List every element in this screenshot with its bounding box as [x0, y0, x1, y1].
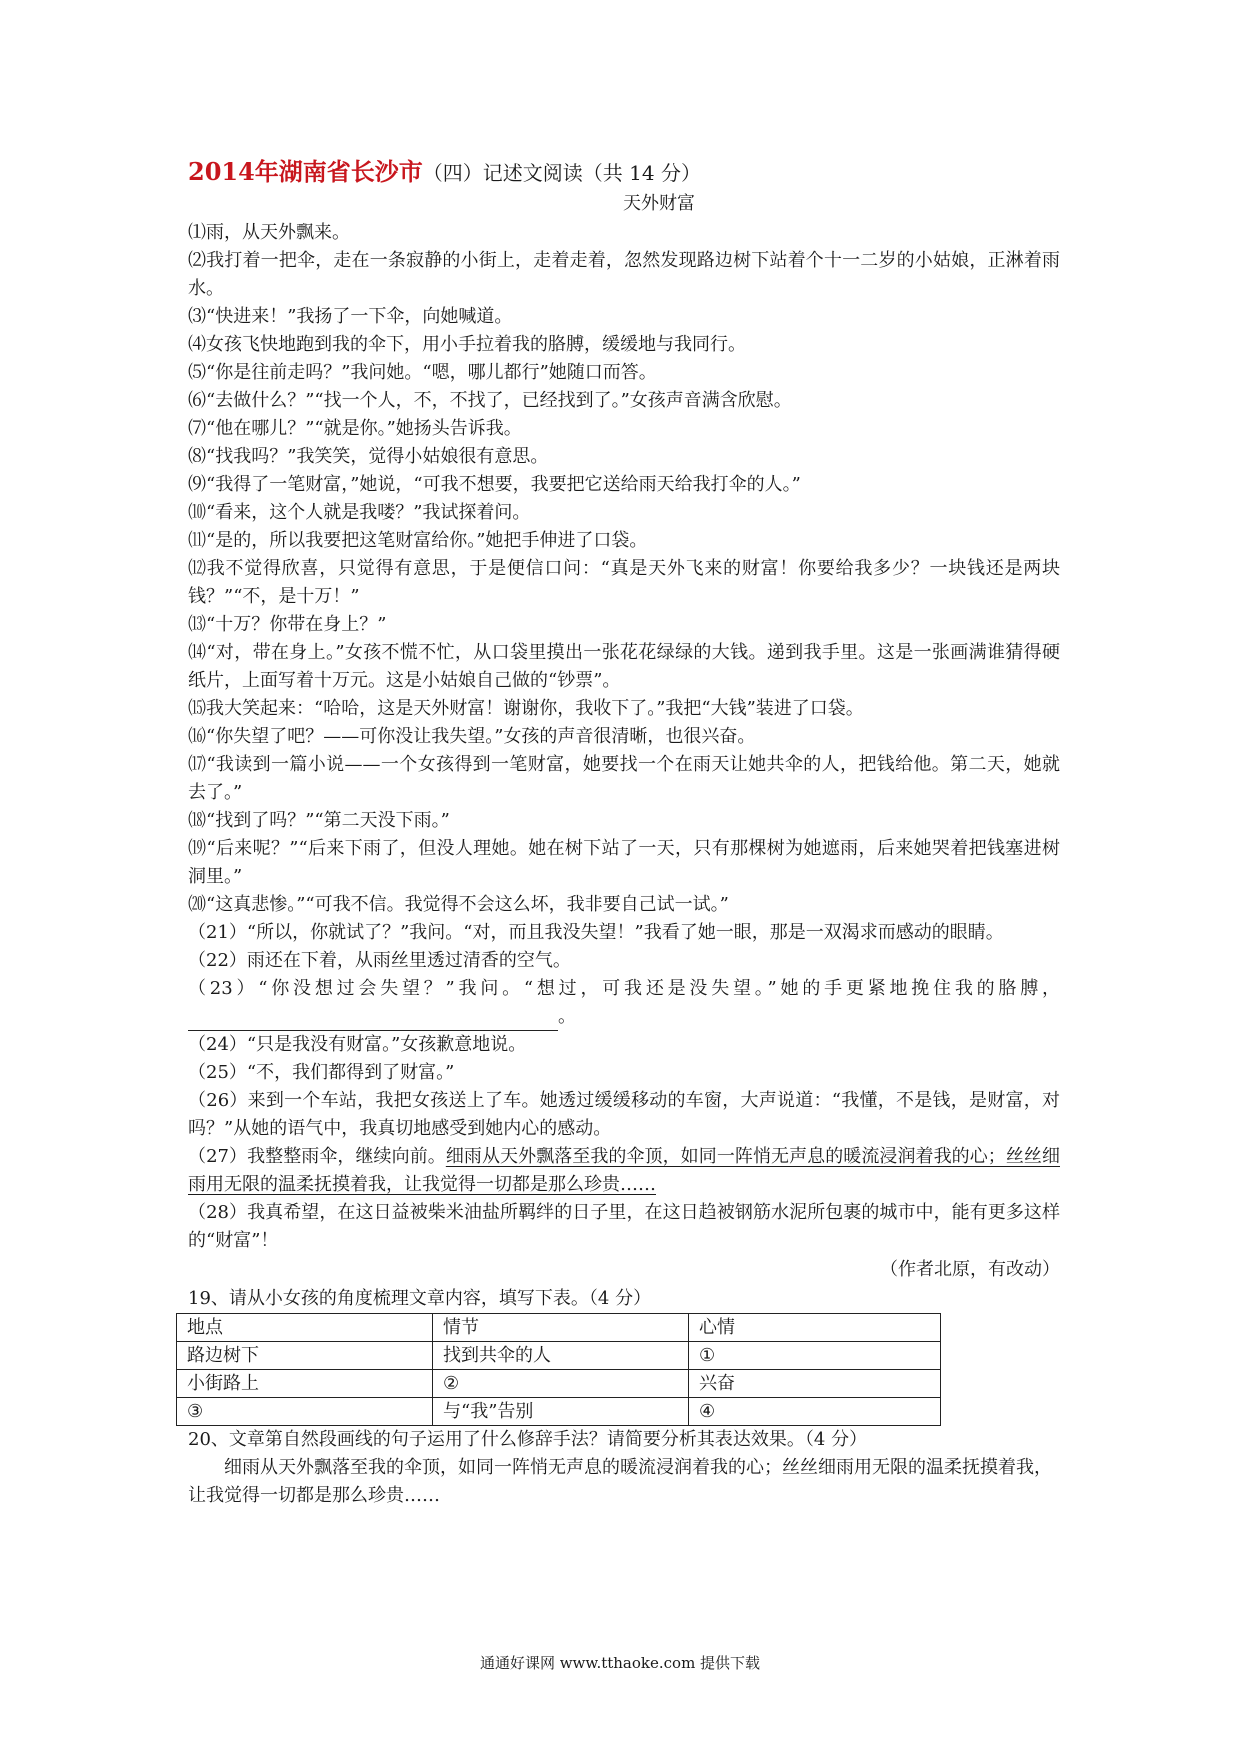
table-row — [177, 1398, 941, 1426]
paragraph-25: （25）“不，我们都得到了财富。” — [188, 1062, 455, 1083]
table-cell: 找到共伞的人 — [433, 1342, 689, 1370]
paragraph-22: （22）雨还在下着，从雨丝里透过清香的空气。 — [188, 950, 571, 971]
author-note: （作者北原，有改动） — [880, 1259, 1060, 1280]
paragraph-27 — [188, 1143, 1060, 1199]
table-header-cell: 地点 — [177, 1314, 433, 1342]
paragraph-14: ⒁“对，带在身上。”女孩不慌不忙，从口袋里摸出一张花花绿绿的大钱。递到我手里。这是一张画满谁猜得硬纸片，上面写着十万元。这是小姑娘自己做的“钞票”。 — [188, 642, 1060, 691]
paragraph-24: （24）“只是我没有财富。”女孩歉意地说。 — [188, 1034, 527, 1055]
paragraph-3: ⑶“快进来！”我扬了一下伞，向她喊道。 — [188, 306, 513, 327]
heading-section: （四）记述文阅读（共 14 分） — [422, 161, 701, 185]
document-heading — [188, 155, 1060, 189]
paragraph-20: ⒇“这真悲惨。”“可我不信。我觉得不会这么坏，我非要自己试一试。” — [188, 894, 729, 915]
table-cell: 与“我”告别 — [433, 1398, 689, 1426]
paragraph-28: （28）我真希望，在这日益被柴米油盐所羁绊的日子里，在这日趋被钢筋水泥所包裹的城市中，能有更多这样的“财富”！ — [188, 1202, 1060, 1251]
paragraph-13: ⒀“十万？你带在身上？” — [188, 614, 387, 635]
paragraph-8: ⑻“找我吗？”我笑笑，觉得小姑娘很有意思。 — [188, 446, 549, 467]
table-cell-blank[interactable]: ① — [689, 1342, 941, 1370]
table-cell: 兴奋 — [689, 1370, 941, 1398]
page-footer: 通通好课网 www.tthaoke.com 提供下载 — [479, 1654, 761, 1672]
table-row — [177, 1370, 941, 1398]
paragraph-18: ⒅“找到了吗？”“第二天没下雨。” — [188, 810, 450, 831]
question-19: 19、请从小女孩的角度梳理文章内容，填写下表。（4 分） — [188, 1288, 652, 1309]
paragraph-26: （26）来到一个车站，我把女孩送上了车。她透过缓缓移动的车窗，大声说道：“我懂，不是钱，是财富，对吗？”从她的语气中，我真切地感受到她内心的感动。 — [188, 1090, 1060, 1139]
question-20: 20、文章第自然段画线的句子运用了什么修辞手法？请简要分析其表达效果。（4 分） — [188, 1429, 868, 1450]
paragraph-5: ⑸“你是往前走吗？”我问她。“嗯，哪儿都行”她随口而答。 — [188, 362, 657, 383]
underlined-sentence: 细雨从天外飘落至我的伞顶，如同一阵悄无声息的暖流浸润着我的心；丝丝细雨用无限的温柔抚摸着我，让我觉得一切都是那么珍贵…… — [188, 1146, 1060, 1195]
table-row — [177, 1342, 941, 1370]
paragraph-7: ⑺“他在哪儿？”“就是你。”她扬头告诉我。 — [188, 418, 522, 439]
table-header-cell: 情节 — [433, 1314, 689, 1342]
paragraph-27-text: （27）我整整雨伞，继续向前。 — [188, 1146, 446, 1167]
document-page — [188, 155, 1060, 1510]
paragraph-10: ⑽“看来，这个人就是我喽？”我试探着问。 — [188, 502, 531, 523]
heading-source: 2014年湖南省长沙市 — [188, 157, 423, 186]
table-cell-blank[interactable]: ② — [433, 1370, 689, 1398]
answer-table — [176, 1313, 941, 1426]
table-header-cell: 心情 — [689, 1314, 941, 1342]
table-cell: 小街路上 — [177, 1370, 433, 1398]
fill-in-blank[interactable] — [188, 1010, 558, 1031]
paragraph-23-end: 。 — [558, 1006, 576, 1027]
paragraph-9: ⑼“我得了一笔财富，”她说，“可我不想要，我要把它送给雨天给我打伞的人。” — [188, 474, 801, 495]
paragraph-2: ⑵我打着一把伞，走在一条寂静的小街上，走着走着，忽然发现路边树下站着个十一二岁的小姑娘，正淋着雨水。 — [188, 250, 1060, 299]
paragraph-11: ⑾“是的，所以我要把这笔财富给你。”她把手伸进了口袋。 — [188, 530, 648, 551]
paragraph-23 — [188, 975, 1060, 1031]
paragraph-15: ⒂我大笑起来：“哈哈，这是天外财富！谢谢你，我收下了。”我把“大钱”装进了口袋。 — [188, 698, 864, 719]
article-title: 天外财富 — [623, 193, 695, 214]
article-body — [188, 219, 1060, 1255]
paragraph-4: ⑷女孩飞快地跑到我的伞下，用小手拉着我的胳膊，缓缓地与我同行。 — [188, 334, 746, 355]
paragraph-6: ⑹“去做什么？”“找一个人，不，不找了，已经找到了。”女孩声音满含欣慰。 — [188, 390, 792, 411]
paragraph-23-text: （23）“你没想过会失望？”我问。“想过，可我还是没失望。”她的手更紧地挽住我的胳膊， — [188, 978, 1060, 999]
table-cell-blank[interactable]: ③ — [177, 1398, 433, 1426]
paragraph-16: ⒃“你失望了吧？——可你没让我失望。”女孩的声音很清晰，也很兴奋。 — [188, 726, 756, 747]
table-cell-blank[interactable]: ④ — [689, 1398, 941, 1426]
paragraph-21: （21）“所以，你就试了？”我问。“对，而且我没失望！”我看了她一眼，那是一双渴求而感动的眼睛。 — [188, 922, 1004, 943]
table-cell: 路边树下 — [177, 1342, 433, 1370]
paragraph-17: ⒄“我读到一篇小说——一个女孩得到一笔财富，她要找一个在雨天让她共伞的人，把钱给他。第二天，她就去了。” — [188, 754, 1060, 803]
table-header-row — [177, 1314, 941, 1342]
paragraph-19: ⒆“后来呢？”“后来下雨了，但没人理她。她在树下站了一天，只有那棵树为她遮雨，后来她哭着把钱塞进树洞里。” — [188, 838, 1060, 887]
paragraph-12: ⑿我不觉得欣喜，只觉得有意思，于是便信口问：“真是天外飞来的财富！你要给我多少？一块钱还是两块钱？”“不，是十万！” — [188, 558, 1060, 607]
question-20-quote: 细雨从天外飘落至我的伞顶，如同一阵悄无声息的暖流浸润着我的心；丝丝细雨用无限的温柔抚摸着我，让我觉得一切都是那么珍贵…… — [188, 1457, 1052, 1506]
paragraph-1: ⑴雨，从天外飘来。 — [188, 222, 350, 243]
